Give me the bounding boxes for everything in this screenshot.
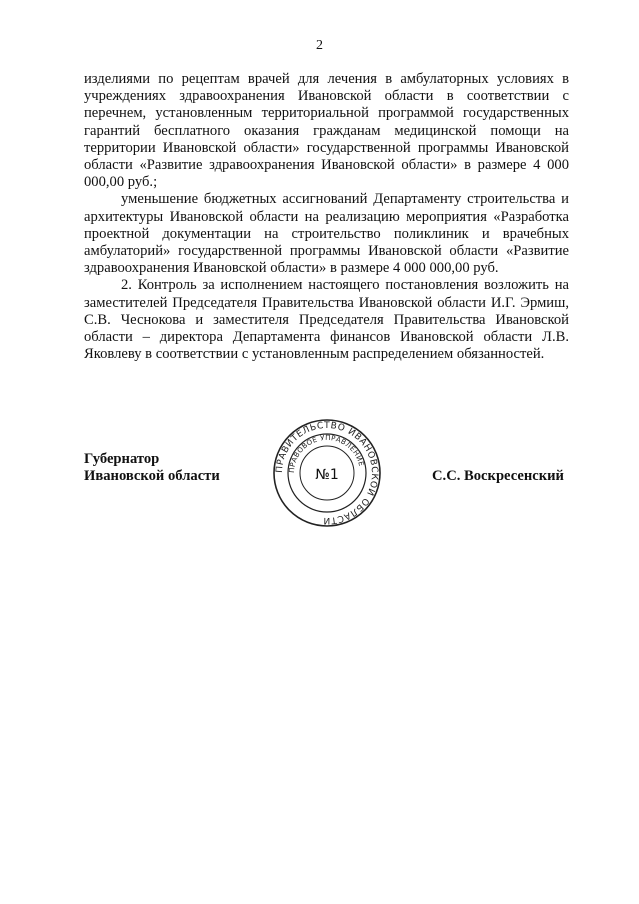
signature-title — [84, 451, 220, 485]
paragraph-1: изделиями по рецептам врачей для лечения в амбулаторных условиях в учреждениях здравоохранения Ивановской области в соответствии с перечнем, установленным территориальной программой государственных гарантий бесплатного оказания гражданам медицинской помощи на территории Ивановской области» государственной программы Ивановской области «Развитие здравоохранения Ивановской области» в размере 4 000 000,00 руб.; — [84, 71, 569, 191]
page-number: 2 — [316, 38, 323, 53]
paragraph-3: 2. Контроль за исполнением настоящего постановления возложить на заместителей Председателя Правительства Ивановской области И.Г. Эрмиш, С.В. Чеснокова и заместителя Председателя Правительства Ивановской области – директора Департамента финансов Ивановской области Л.В. Яковлеву в соответствии с установленным распределением обязанностей. — [84, 277, 569, 363]
stamp-inner-textpath: ПРАВОВОЕ УПРАВЛЕНИЕ — [287, 433, 366, 474]
signature-title-line2: Ивановской области — [84, 468, 220, 485]
body-text — [84, 71, 569, 363]
signature-name: С.С. Воскресенский — [432, 468, 564, 484]
official-stamp — [272, 418, 382, 528]
stamp-outer-textpath: ПРАВИТЕЛЬСТВО ИВАНОВСКОЙ ОБЛАСТИ — [274, 420, 380, 526]
stamp-number: №1 — [315, 467, 339, 483]
signature-title-line1: Губернатор — [84, 451, 160, 467]
paragraph-2: уменьшение бюджетных ассигнований Департаменту строительства и архитектуры Ивановской области на реализацию мероприятия «Разработка проектной документации на строительство поликлиник и врачебных амбулаторий» государственной программы Ивановской области «Развитие здравоохранения Ивановской области» в размере 4 000 000,00 руб. — [84, 191, 569, 277]
